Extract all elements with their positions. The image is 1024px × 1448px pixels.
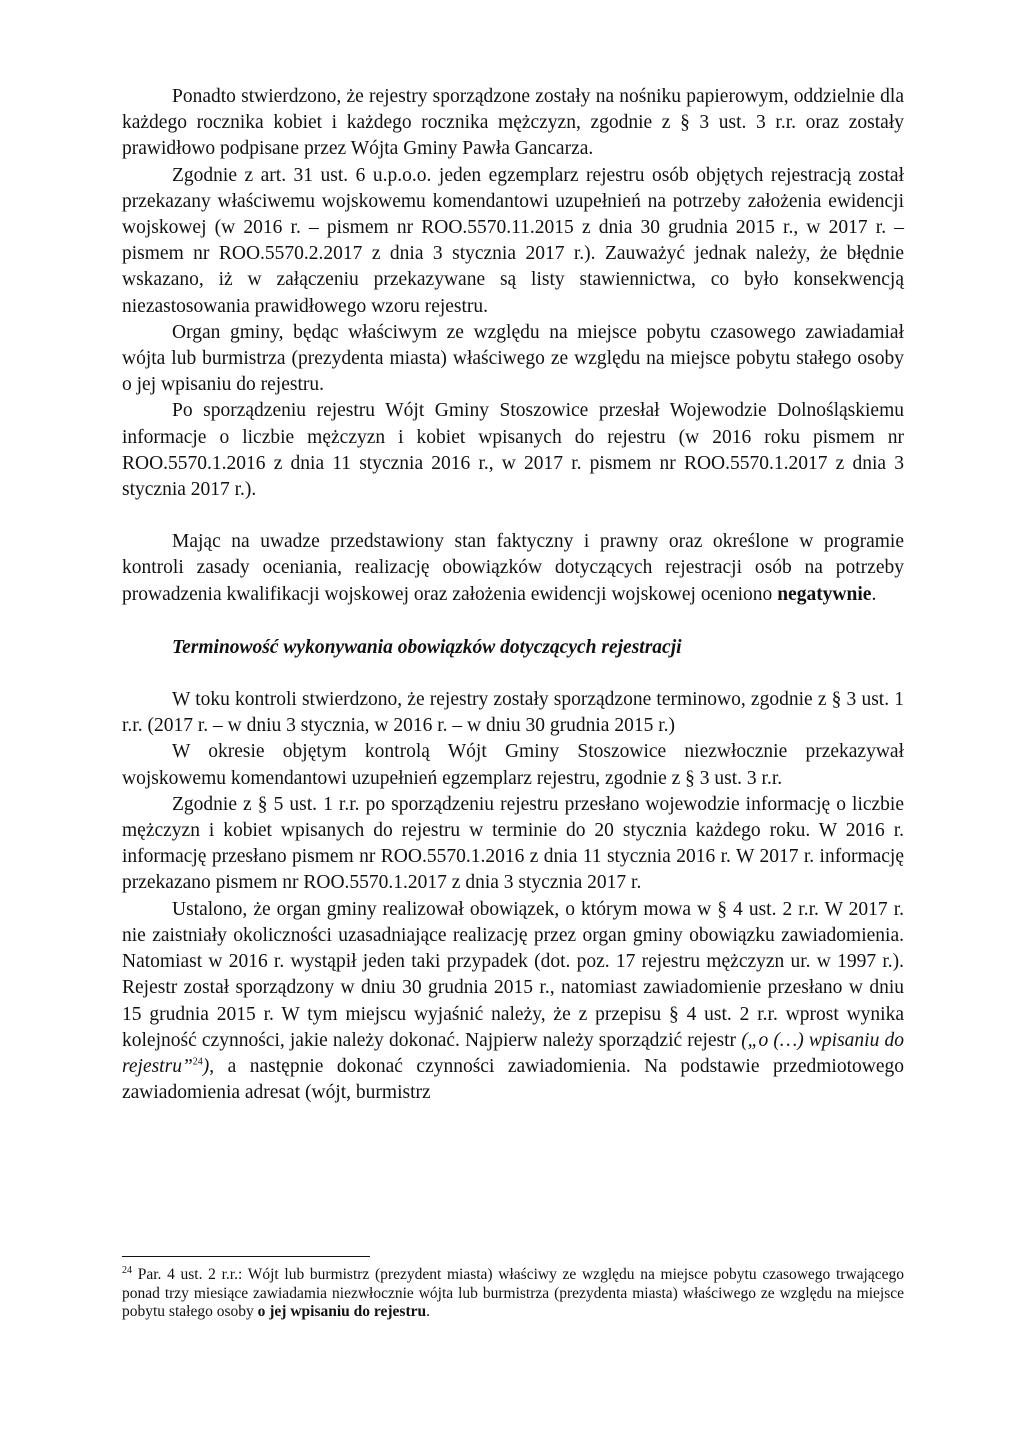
notification-quote-close: )	[202, 1055, 210, 1077]
footnote-reference: 24	[192, 1056, 203, 1068]
footnote	[122, 1266, 904, 1322]
footnote-number: 24	[122, 1264, 132, 1276]
footnote-text: Par. 4 ust. 2 r.r.: Wójt lub burmistrz (prezydent miasta) właściwy ze względu na miejsce pobytu czasowego trwającego ponad trzy miesiące zawiadamia niezwłocznie wójta lub burmistrza (prezydenta miasta) właściwego ze względu na miejsce pobytu stałego osoby	[122, 1266, 904, 1320]
section-heading: Terminowość wykonywania obowiązków dotyczących rejestracji	[172, 636, 682, 658]
paragraph-assessment	[122, 529, 904, 608]
notification-text: Ustalono, że organ gminy realizował obowiązek, o którym mowa w § 4 ust. 2 r.r. W 2017 r. nie zaistniały okoliczności uzasadniające realizację przez organ gminy obowiązku zawiadomienia. Natomiast w 2016 r. wystąpił jeden taki przypadek (dot. poz. 17 rejestru mężczyzn ur. w 1997 r.). Rejestr został sporządzony w dniu 30 grudnia 2015 r., natomiast zawiadomienie przesłano w dniu 15 grudnia 2015 r. W tym miejscu wyjaśnić należy, że z przepisu § 4 ust. 2 r.r. wprost wynika kolejność czynności, jakie należy dokonać. Najpierw należy sporządzić rejestr	[122, 898, 904, 1051]
notification-quote: („o (…) wpisaniu do rejestru”	[122, 1029, 904, 1077]
footnote-separator	[122, 1256, 370, 1257]
paragraph-registers-paper: Ponadto stwierdzono, że rejestry sporządzone zostały na nośniku papierowym, oddzielnie dla każdego rocznika kobiet i każdego rocznika mężczyzn, zgodnie z § 3 ust. 3 r.r. oraz zostały prawidłowo podpisane przez Wójta Gminy Pawła Gancarza.	[122, 86, 904, 160]
paragraph-timely-registers: W toku kontroli stwierdzono, że rejestry zostały sporządzone terminowo, zgodnie z § 3 ust. 1 r.r. (2017 r. – w dniu 3 stycznia, w 2016 r. – w dniu 30 grudnia 2015 r.)	[122, 689, 904, 737]
assessment-end: .	[871, 583, 877, 605]
paragraph-voivode-deadline: Zgodnie z § 5 ust. 1 r.r. po sporządzeniu rejestru przesłano wojewodzie informację o liczbie mężczyzn i kobiet wpisanych do rejestru w terminie do 20 stycznia każdego roku. W 2016 r. informację przesłano pismem nr ROO.5570.1.2016 z dnia 11 stycznia 2016 r. W 2017 r. informację przekazano pismem nr ROO.5570.1.2017 z dnia 3 stycznia 2017 r.	[122, 793, 904, 894]
paragraph-notification-duty	[122, 897, 904, 1107]
assessment-verdict: negatywnie	[777, 583, 872, 605]
footnote-end: .	[426, 1303, 430, 1320]
notification-end: , a następnie dokonać czynności zawiadomienia. Na podstawie przedmiotowego zawiadomienia adresat (wójt, burmistrz	[122, 1055, 904, 1104]
spacer	[122, 608, 904, 635]
paragraph-information-voivode: Po sporządzeniu rejestru Wójt Gminy Stoszowice przesłał Wojewodzie Dolnośląskiemu informacje o liczbie mężczyzn i kobiet wpisanych do rejestru (w 2016 roku pismem nr ROO.5570.1.2016 z dnia 11 stycznia 2016 r., w 2017 r. pismem nr ROO.5570.1.2017 z dnia 3 stycznia 2017 r.).	[122, 400, 904, 501]
paragraph-temporary-residence: Organ gminy, będąc właściwym ze względu na miejsce pobytu czasowego zawiadamiał wójta lub burmistrza (prezydenta miasta) właściwego ze względu na miejsce pobytu stałego osoby o jej wpisaniu do rejestru.	[122, 321, 904, 396]
footnote-24	[122, 1266, 904, 1322]
assessment-text: Mając na uwadze przedstawiony stan faktyczny i prawny oraz określone w programie kontroli zasady oceniania, realizację obowiązków dotyczących rejestracji osób na potrzeby prowadzenia kwalifikacji wojskowej oraz założenia ewidencji wojskowej oceniono	[122, 531, 904, 605]
spacer	[122, 503, 904, 529]
footnote-bold: o jej wpisaniu do rejestru	[257, 1303, 427, 1320]
main-text	[122, 84, 904, 1106]
paragraph-copy-transferred: Zgodnie z art. 31 ust. 6 u.p.o.o. jeden egzemplarz rejestru osób objętych rejestracją został przekazany właściwemu wojskowemu komendantowi uzupełnień na potrzeby założenia ewidencji wojskowej (w 2016 r. – pismem nr ROO.5570.11.2015 z dnia 30 grudnia 2015 r., w 2017 r. – pismem nr ROO.5570.2.2017 z dnia 3 stycznia 2017 r.). Zauważyć jednak należy, że błędnie wskazano, iż w załączeniu przekazywane są listy stawiennictwa, co było konsekwencją niezastosowania prawidłowego wzoru rejestru.	[122, 164, 904, 317]
paragraph-commander-copy: W okresie objętym kontrolą Wójt Gminy Stoszowice niezwłocznie przekazywał wojskowemu komendantowi uzupełnień egzemplarz rejestru, zgodnie z § 3 ust. 3 r.r.	[122, 741, 904, 789]
spacer	[122, 661, 904, 687]
